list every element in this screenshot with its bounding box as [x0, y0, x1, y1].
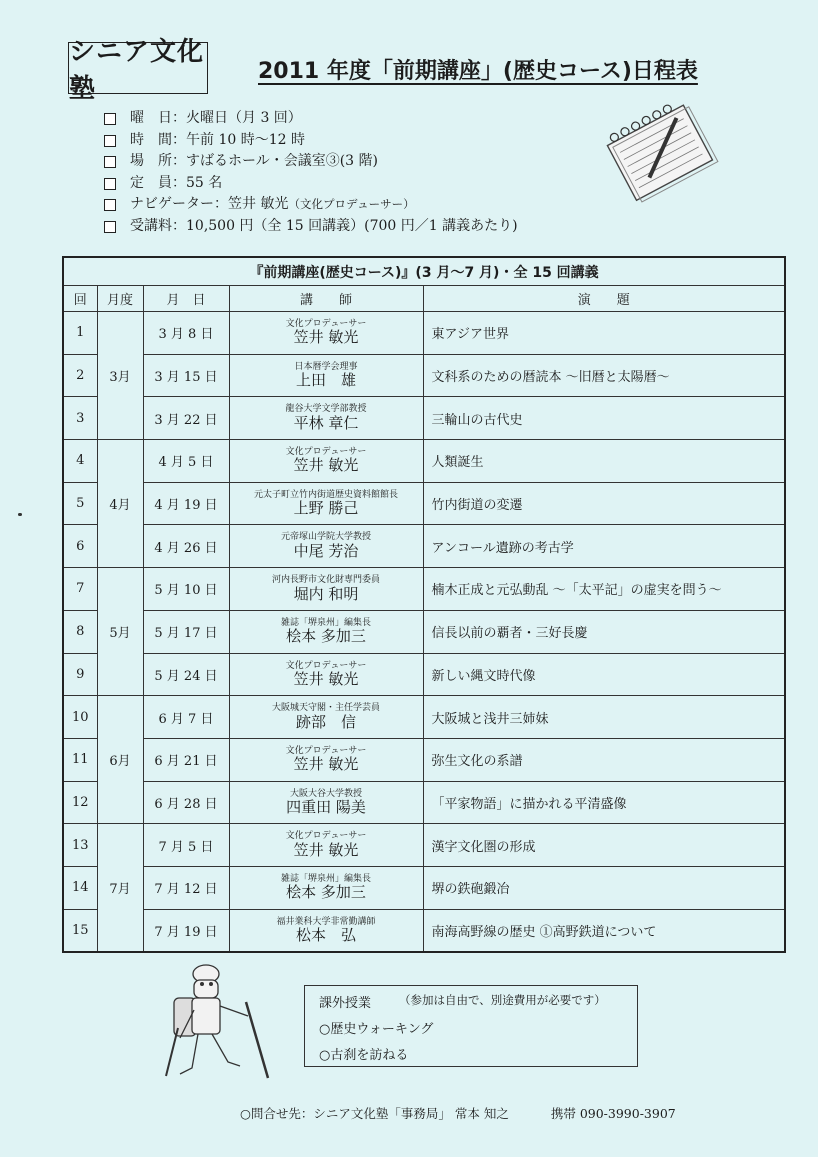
lecture-number: 11 [63, 738, 97, 781]
lecturer-title: 文化プロデューサー [285, 660, 367, 671]
lecture-date: 3 月 22 日 [143, 397, 229, 440]
lecturer-name: 笠井 敏光 [293, 840, 359, 859]
lecturer [229, 568, 423, 611]
month-label: 5月 [97, 568, 143, 696]
lecturer-name: 中尾 芳治 [293, 541, 359, 560]
lecturer-title: 雑誌「堺泉州」編集長 [280, 617, 371, 628]
info-value: 笠井 敏光 [228, 196, 289, 212]
info-row [104, 194, 518, 216]
table-row [63, 909, 785, 952]
lecturer-title: 日本暦学会理事 [294, 361, 358, 372]
lecture-date: 6 月 28 日 [143, 781, 229, 824]
checkbox-icon [104, 135, 116, 147]
table-row [63, 354, 785, 397]
lecturer [229, 354, 423, 397]
info-label: 場 所 [130, 153, 172, 169]
lecture-date: 3 月 8 日 [143, 312, 229, 355]
info-label: 時 間 [130, 131, 172, 148]
lecturer [229, 482, 423, 525]
info-value: 火曜日（月 3 回） [186, 110, 302, 126]
info-separator: ： [172, 131, 186, 148]
lecturer [229, 525, 423, 568]
schedule-table [62, 256, 786, 953]
lecturer-name: 笠井 敏光 [293, 755, 359, 774]
lecture-number: 5 [63, 482, 97, 525]
info-row [104, 130, 518, 152]
lecture-topic: 「平家物語」に描かれる平清盛像 [423, 781, 785, 824]
footer [240, 1104, 676, 1122]
lecturer [229, 909, 423, 952]
table-row [63, 610, 785, 653]
lecturer [229, 696, 423, 739]
table-row [63, 440, 785, 483]
lecturer-title: 文化プロデューサー [285, 319, 367, 330]
lecture-topic: 漢字文化圏の形成 [423, 824, 785, 867]
month-label: 7月 [97, 824, 143, 953]
table-row [63, 525, 785, 568]
lecturer-name: 笠井 敏光 [293, 328, 359, 347]
lecture-topic: 東アジア世界 [423, 312, 785, 355]
checkbox-icon [104, 156, 116, 168]
info-separator: ： [172, 174, 186, 191]
lecturer-name: 跡部 信 [295, 712, 356, 731]
table-row [63, 482, 785, 525]
table-row [63, 824, 785, 867]
info-value: すばるホール・会議室③(3 階) [186, 153, 379, 169]
info-separator: ： [172, 217, 186, 234]
lecturer-name: 笠井 敏光 [293, 669, 359, 688]
lecturer-name: 上田 雄 [295, 371, 356, 390]
lecture-number: 9 [63, 653, 97, 696]
lecturer [229, 397, 423, 440]
lecturer-name: 桧本 多加三 [286, 883, 366, 902]
lecture-number: 14 [63, 866, 97, 909]
lecture-date: 5 月 10 日 [143, 568, 229, 611]
info-subnote: （文化プロデューサー） [288, 197, 415, 211]
table-row [63, 866, 785, 909]
header-no: 回 [63, 286, 97, 312]
checkbox-icon [104, 178, 116, 190]
lecture-topic: 楠木正成と元弘動乱 ～「太平記」の虚実を問う～ [423, 568, 785, 611]
lecturer [229, 610, 423, 653]
table-row [63, 781, 785, 824]
extracurricular-box [304, 985, 638, 1067]
lecturer-title: 元太子町立竹内街道歴史資料館館長 [253, 489, 398, 500]
lecturer-title: 文化プロデューサー [285, 745, 367, 756]
info-label: 曜 日 [130, 110, 172, 126]
lecturer [229, 824, 423, 867]
lecture-number: 1 [63, 312, 97, 355]
info-row [104, 151, 518, 173]
info-row [104, 216, 518, 238]
month-label: 4月 [97, 440, 143, 568]
lecture-number: 6 [63, 525, 97, 568]
table-row [63, 738, 785, 781]
lecturer-title: 文化プロデューサー [285, 831, 367, 842]
extra-item: ○古刹を訪ねる [319, 1048, 409, 1063]
lecturer-title: 大阪城天守閣・主任学芸員 [271, 703, 380, 714]
lecture-date: 7 月 12 日 [143, 866, 229, 909]
lecture-number: 2 [63, 354, 97, 397]
header-month: 月度 [97, 286, 143, 312]
checkbox-icon [104, 113, 116, 125]
lecturer-name: 堀内 和明 [293, 584, 359, 603]
info-label: 定 員 [130, 174, 172, 191]
lecture-date: 4 月 19 日 [143, 482, 229, 525]
lecture-number: 8 [63, 610, 97, 653]
lecture-date: 7 月 19 日 [143, 909, 229, 952]
header-topic: 演 題 [423, 286, 785, 312]
lecturer-title: 龍谷大学文学部教授 [285, 404, 367, 415]
lecturer-title: 河内長野市文化財専門委員 [271, 575, 380, 586]
lecture-topic: 人類誕生 [423, 440, 785, 483]
lecturer-name: 四重田 陽美 [286, 797, 366, 816]
lecture-number: 13 [63, 824, 97, 867]
info-value: 午前 10 時～12 時 [186, 131, 305, 148]
lecture-date: 7 月 5 日 [143, 824, 229, 867]
lecture-topic: 新しい縄文時代像 [423, 653, 785, 696]
month-label: 3月 [97, 312, 143, 440]
lecture-date: 4 月 5 日 [143, 440, 229, 483]
lecture-date: 4 月 26 日 [143, 525, 229, 568]
lecturer [229, 440, 423, 483]
course-info [104, 108, 518, 237]
lecturer-title: 文化プロデューサー [285, 447, 367, 458]
info-value: 55 名 [186, 174, 223, 191]
info-value: 10,500 円（全 15 回講義）(700 円／1 講義あたり) [186, 217, 518, 234]
checkbox-icon [104, 199, 116, 211]
hiker-icon [158, 958, 278, 1083]
info-separator: ： [172, 153, 186, 169]
lecture-date: 5 月 24 日 [143, 653, 229, 696]
table-row [63, 696, 785, 739]
lecture-topic: 竹内街道の変遷 [423, 482, 785, 525]
lecture-topic: 信長以前の覇者・三好長慶 [423, 610, 785, 653]
logo: シニア文化塾 [68, 42, 208, 94]
phone-number: 携帯 090-3990-3907 [550, 1106, 676, 1121]
lecture-topic: 大阪城と浅井三姉妹 [423, 696, 785, 739]
lecture-date: 6 月 7 日 [143, 696, 229, 739]
lecture-topic: 文科系のための暦読本 ～旧暦と太陽暦～ [423, 354, 785, 397]
info-separator: ： [172, 110, 186, 126]
month-label: 6月 [97, 696, 143, 824]
scan-speck [18, 513, 22, 516]
contact-text: ○問合せ先：シニア文化塾「事務局」 常本 知之 [240, 1106, 509, 1121]
checkbox-icon [104, 221, 116, 233]
page-title: 2011 年度「前期講座」(歴史コース)日程表 [258, 59, 698, 84]
lecturer [229, 781, 423, 824]
lecture-number: 15 [63, 909, 97, 952]
table-row [63, 312, 785, 355]
lecture-number: 10 [63, 696, 97, 739]
table-row [63, 653, 785, 696]
lecturer-name: 平林 章仁 [293, 413, 359, 432]
lecturer-name: 上野 勝己 [293, 499, 359, 518]
table-row [63, 568, 785, 611]
lecturer [229, 866, 423, 909]
lecture-topic: 堺の鉄砲鍛冶 [423, 866, 785, 909]
lecture-date: 5 月 17 日 [143, 610, 229, 653]
extra-note: （参加は自由で、別途費用が必要です） [399, 993, 606, 1007]
lecture-number: 4 [63, 440, 97, 483]
lecture-number: 12 [63, 781, 97, 824]
header-lecturer: 講 師 [229, 286, 423, 312]
lecture-date: 6 月 21 日 [143, 738, 229, 781]
lecturer-name: 松本 弘 [295, 926, 356, 945]
info-label: ナビゲーター [130, 196, 214, 212]
lecture-topic: 弥生文化の系譜 [423, 738, 785, 781]
notebook-icon [600, 100, 720, 210]
lecturer-title: 元帝塚山学院大学教授 [280, 532, 371, 543]
lecture-date: 3 月 15 日 [143, 354, 229, 397]
info-row [104, 108, 518, 130]
lecture-topic: アンコール遺跡の考古学 [423, 525, 785, 568]
lecturer [229, 312, 423, 355]
lecturer [229, 738, 423, 781]
table-row [63, 397, 785, 440]
extra-item: ○歴史ウォーキング [319, 1022, 434, 1037]
lecturer-name: 笠井 敏光 [293, 456, 359, 475]
lecturer-title: 大阪大谷大学教授 [289, 788, 362, 799]
lecturer-title: 福井業科大学非常勤講師 [276, 916, 376, 927]
lecturer-name: 桧本 多加三 [286, 627, 366, 646]
header-date: 月 日 [143, 286, 229, 312]
lecture-number: 7 [63, 568, 97, 611]
info-separator: ： [214, 196, 228, 212]
info-label: 受講料 [130, 217, 172, 234]
lecturer [229, 653, 423, 696]
lecture-topic: 三輪山の古代史 [423, 397, 785, 440]
table-caption: 『前期講座(歴史コース)』(3 月～7 月)・全 15 回講義 [63, 257, 785, 286]
lecturer-title: 雑誌「堺泉州」編集長 [280, 873, 371, 884]
lecture-topic: 南海高野線の歴史 ①高野鉄道について [423, 909, 785, 952]
info-row [104, 173, 518, 195]
extra-heading: 課外授業 [319, 996, 372, 1011]
lecture-number: 3 [63, 397, 97, 440]
